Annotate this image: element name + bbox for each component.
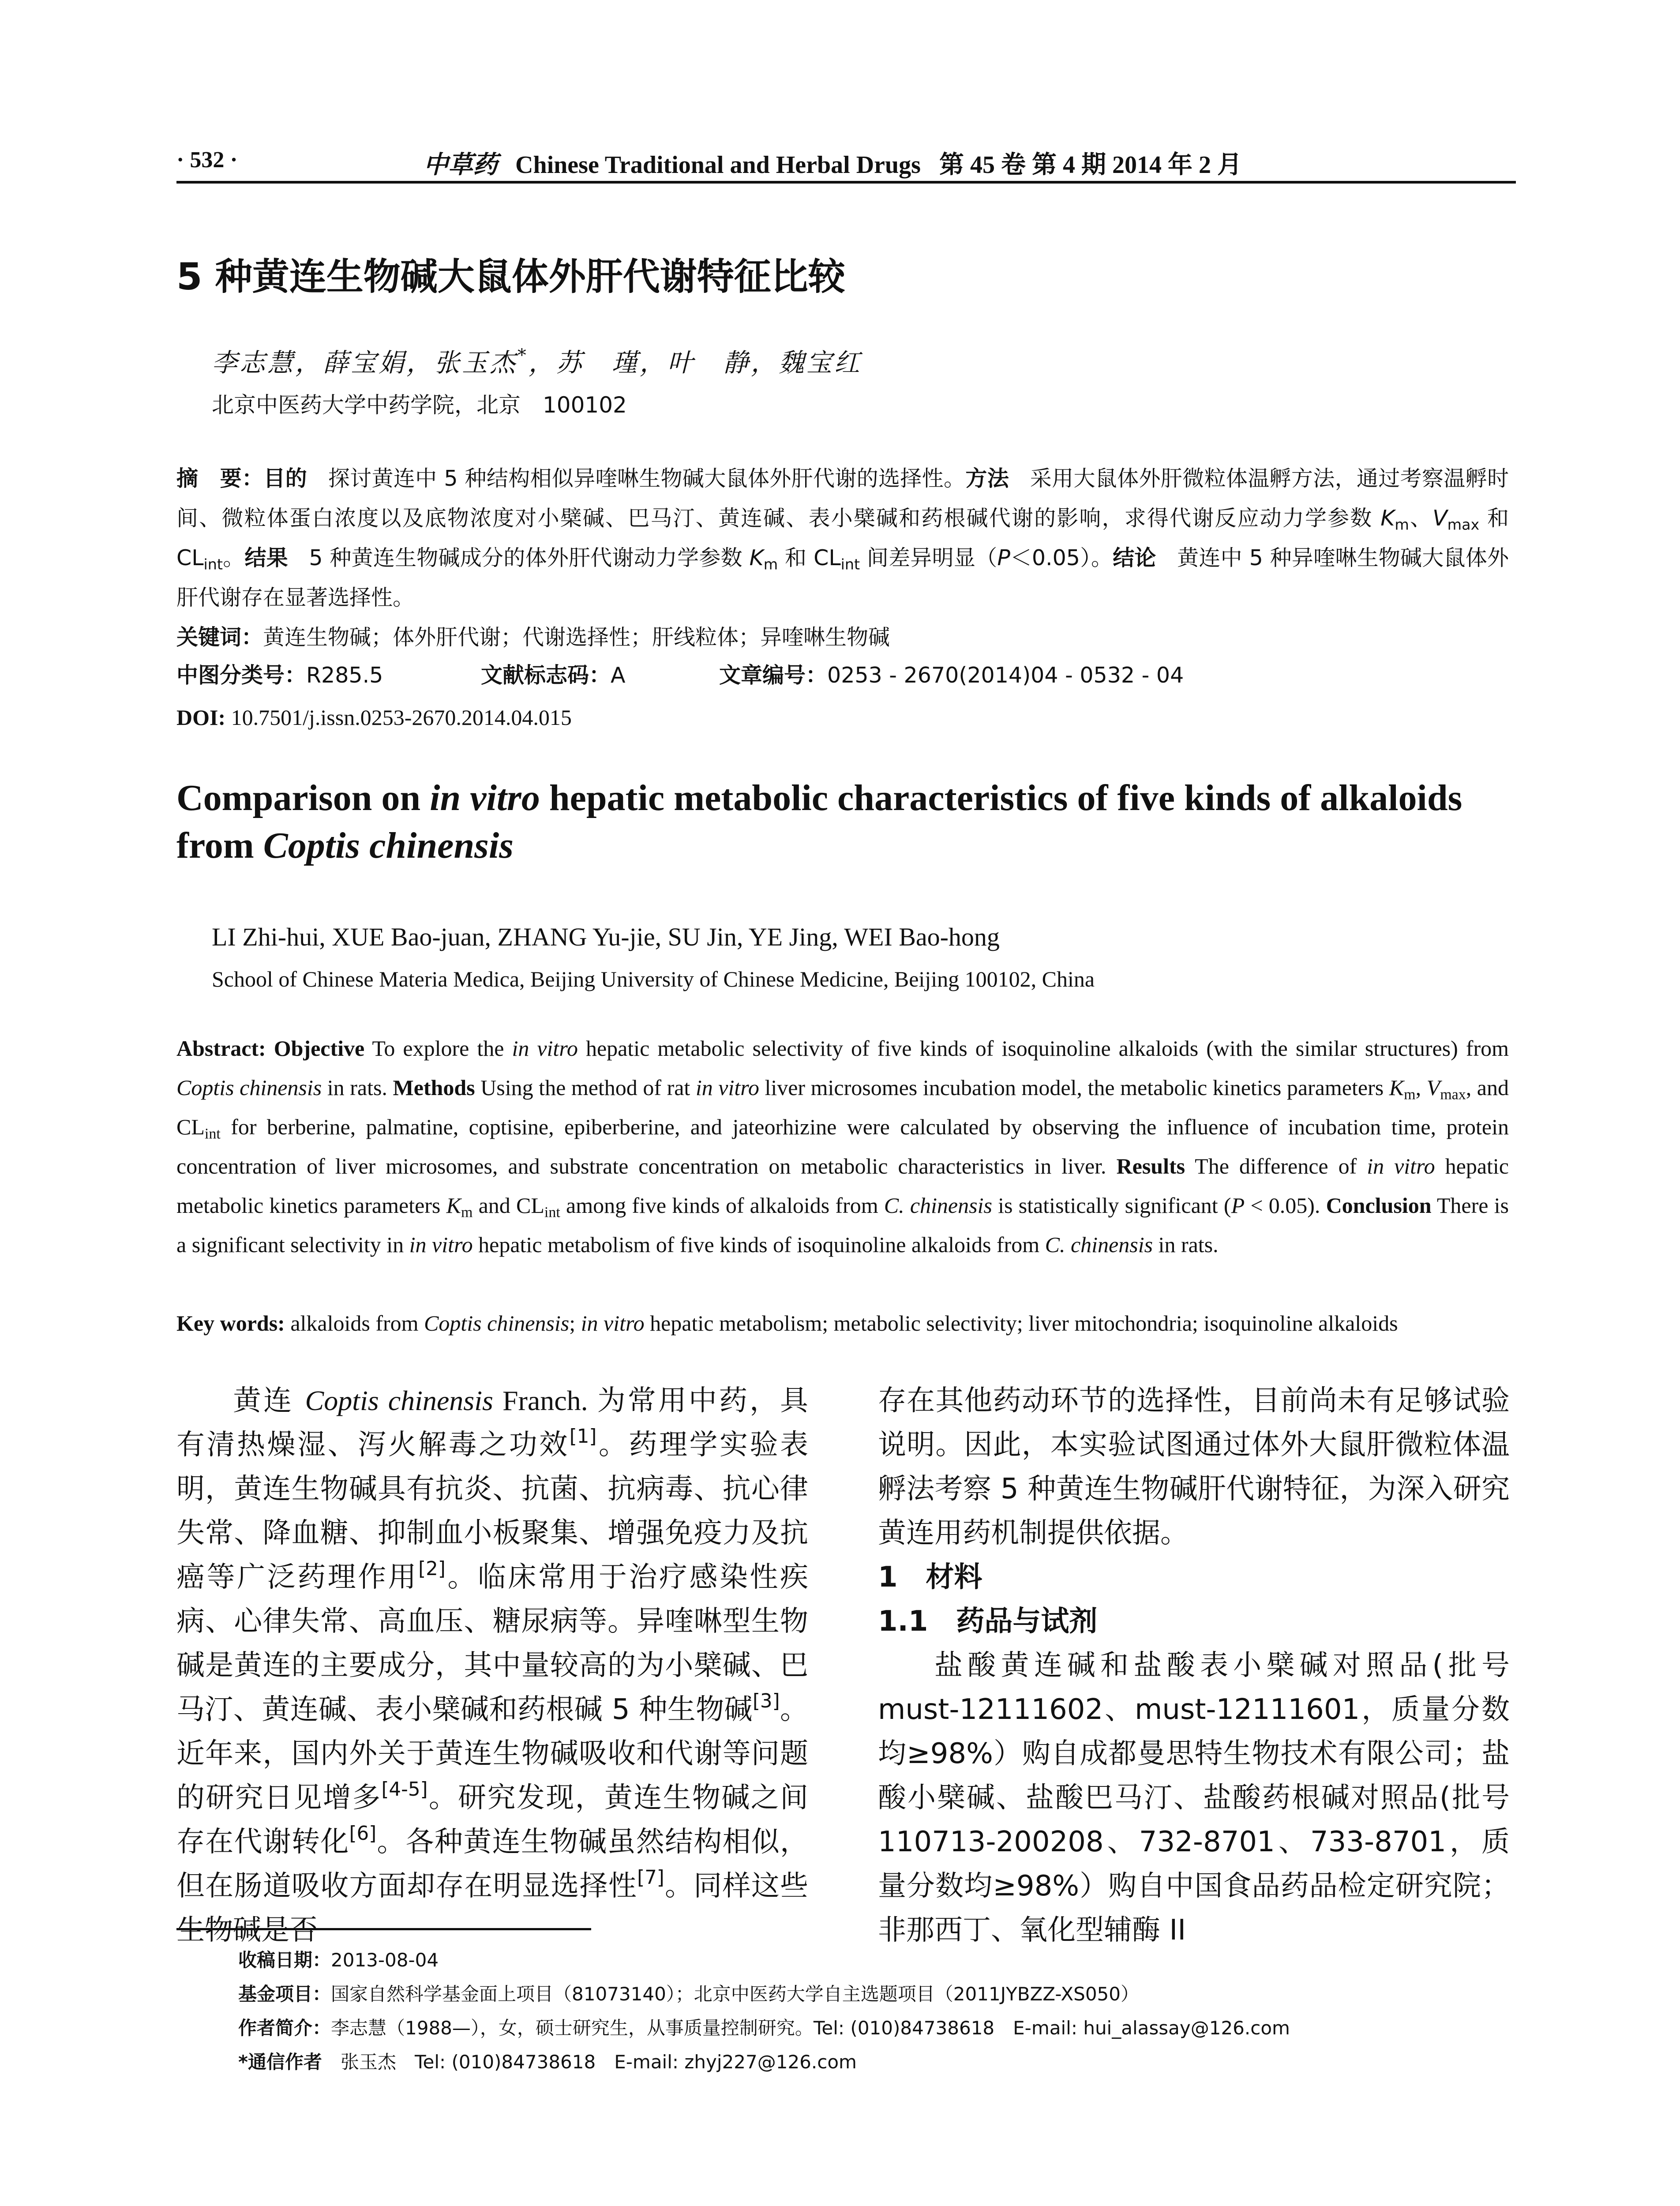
doc-code: 文献标志码：A bbox=[481, 663, 626, 688]
abstract-en: Abstract: Objective To explore the in vitro hepatic metabolic selectivity of five kinds of isoquinoline alkaloids (with the similar structures) from Coptis chinensis in rats. Methods Using the method of rat in vitro liver microsomes incubation model, the metabolic kinetics parameters $K_m$, $V_{max}$, and $CL_{int}$ for berberine, palmatine, coptisine, epiberberine, and jateorhizine were calculated by observing the influence of incubation time, protein concentration of liver microsomes, and substrate concentration on metabolic characteristics in liver. Results The difference of in vitro hepatic metabolic kinetics parameters $K_m$ and $CL_{int}$ among five kinds of alkaloids from C. chinensis is statistically significant (P < 0.05). Conclusion There is a significant selectivity in in vitro hepatic metabolism of five kinds of isoquinoline alkaloids from C. chinensis in rats. bbox=[176, 1036, 1509, 1257]
body-column-right bbox=[878, 1379, 1510, 1947]
affiliation-en: School of Chinese Materia Medica, Beijing University of Chinese Medicine, Beijing 100102, China bbox=[212, 967, 1095, 991]
journal-issue: 第 45 卷 第 4 期 2014 年 2 月 bbox=[939, 151, 1242, 179]
journal-logo: 中草药 bbox=[424, 150, 498, 179]
authors-en: LI Zhi-hui, XUE Bao-juan, ZHANG Yu-jie, SU Jin, YE Jing, WEI Bao-hong bbox=[212, 923, 1000, 951]
body-paragraph: 黄连 Coptis chinensis Franch. 为常用中药，具有清热燥湿、泻火解毒之功效[1]。药理学实验表明，黄连生物碱具有抗炎、抗菌、抗病毒、抗心律失常、降血糖、抑制血小板聚集、增强免疫力及抗癌等广泛药理作用[2]。临床常用于治疗感染性疾病、心律失常、高血压、糖尿病等。异喹啉型生物碱是黄连的主要成分，其中量较高的为小檗碱、巴马汀、黄连碱、表小檗碱和药根碱 5 种生物碱[3]。近年来，国内外关于黄连生物碱吸收和代谢等问题的研究日见增多[4-5]。研究发现，黄连生物碱之间存在代谢转化[6]。各种黄连生物碱虽然结构相似，但在肠道吸收方面却存在明显选择性[7]。同样这些生物碱是否 bbox=[176, 1384, 809, 1947]
authors-cn: 李志慧，薛宝娟，张玉杰*，苏 瑾，叶 静，魏宝红 bbox=[212, 345, 862, 378]
footnote-corresponding: *通信作者 张玉杰 Tel: (010)84738618 E-mail: zhyj227@126.com bbox=[238, 2051, 857, 2073]
footnote-author-bio: 作者简介：李志慧（1988—），女，硕士研究生，从事质量控制研究。Tel: (010)84738618 E-mail: hui_alassay@126.com bbox=[238, 2017, 1290, 2039]
page-header bbox=[176, 139, 1516, 184]
page-number: · 532 · bbox=[176, 147, 238, 173]
clc-code: 中图分类号：R285.5 bbox=[176, 663, 383, 688]
article-title-en: Comparison on in vitro hepatic metabolic characteristics of five kinds of alkaloids from Coptis chinensis bbox=[176, 777, 1462, 866]
journal-name: Chinese Traditional and Herbal Drugs bbox=[515, 151, 921, 179]
journal-line bbox=[424, 145, 1242, 180]
keywords-cn: 关键词：黄连生物碱；体外肝代谢；代谢选择性；肝线粒体；异喹啉生物碱 bbox=[176, 625, 890, 650]
keywords-en: Key words: alkaloids from Coptis chinensis; in vitro hepatic metabolism; metabolic selectivity; liver mitochondria; isoquinoline alkaloids bbox=[176, 1311, 1398, 1336]
article-number: 文章编号：0253 - 2670(2014)04 - 0532 - 04 bbox=[719, 663, 1184, 688]
footnote-fund: 基金项目：国家自然科学基金面上项目（81073140）；北京中医药大学自主选题项目（2011JYBZZ-XS050） bbox=[238, 1983, 1140, 2005]
body-column-left bbox=[176, 1379, 809, 1947]
doi-line: DOI: 10.7501/j.issn.0253-2670.2014.04.015 bbox=[176, 705, 572, 730]
body-paragraph: 存在其他药动环节的选择性，目前尚未有足够试验说明。因此，本实验试图通过体外大鼠肝微粒体温孵法考察 5 种黄连生物碱肝代谢特征，为深入研究黄连用药机制提供依据。 bbox=[878, 1384, 1510, 1549]
section-heading-1-1: 1.1 药品与试剂 bbox=[878, 1605, 1098, 1638]
section-heading-1: 1 材料 bbox=[878, 1561, 982, 1594]
article-title-cn: 5 种黄连生物碱大鼠体外肝代谢特征比较 bbox=[176, 255, 845, 298]
abstract-cn: 摘 要：目的 探讨黄连中 5 种结构相似异喹啉生物碱大鼠体外肝代谢的选择性。方法 采用大鼠体外肝微粒体温孵方法，通过考察温孵时间、微粒体蛋白浓度以及底物浓度对小檗碱、巴马汀、黄连碱、表小檗碱和药根碱代谢的影响，求得代谢反应动力学参数 $K_m$、$V_{max}$ 和 $CL_{int}$。结果 5 种黄连生物碱成分的体外肝代谢动力学参数 $K_m$ 和 $CL_{int}$ 间差异明显（P＜0.05）。结论 黄连中 5 种异喹啉生物碱大鼠体外肝代谢存在显著选择性。 bbox=[176, 466, 1509, 610]
footnote-received: 收稿日期：2013-08-04 bbox=[238, 1949, 439, 1971]
footnote-rule bbox=[176, 1928, 591, 1930]
affiliation-cn: 北京中医药大学中药学院，北京 100102 bbox=[212, 392, 627, 418]
body-paragraph: 盐酸黄连碱和盐酸表小檗碱对照品(批号 must-12111602、must-12111601，质量分数均≥98%）购自成都曼思特生物技术有限公司；盐酸小檗碱、盐酸巴马汀、盐酸药根碱对照品(批号 110713-200208、732-8701、733-8701，质量分数均≥98%）购自中国食品药品检定研究院；非那西丁、氧化型辅酶 II bbox=[878, 1649, 1510, 1947]
